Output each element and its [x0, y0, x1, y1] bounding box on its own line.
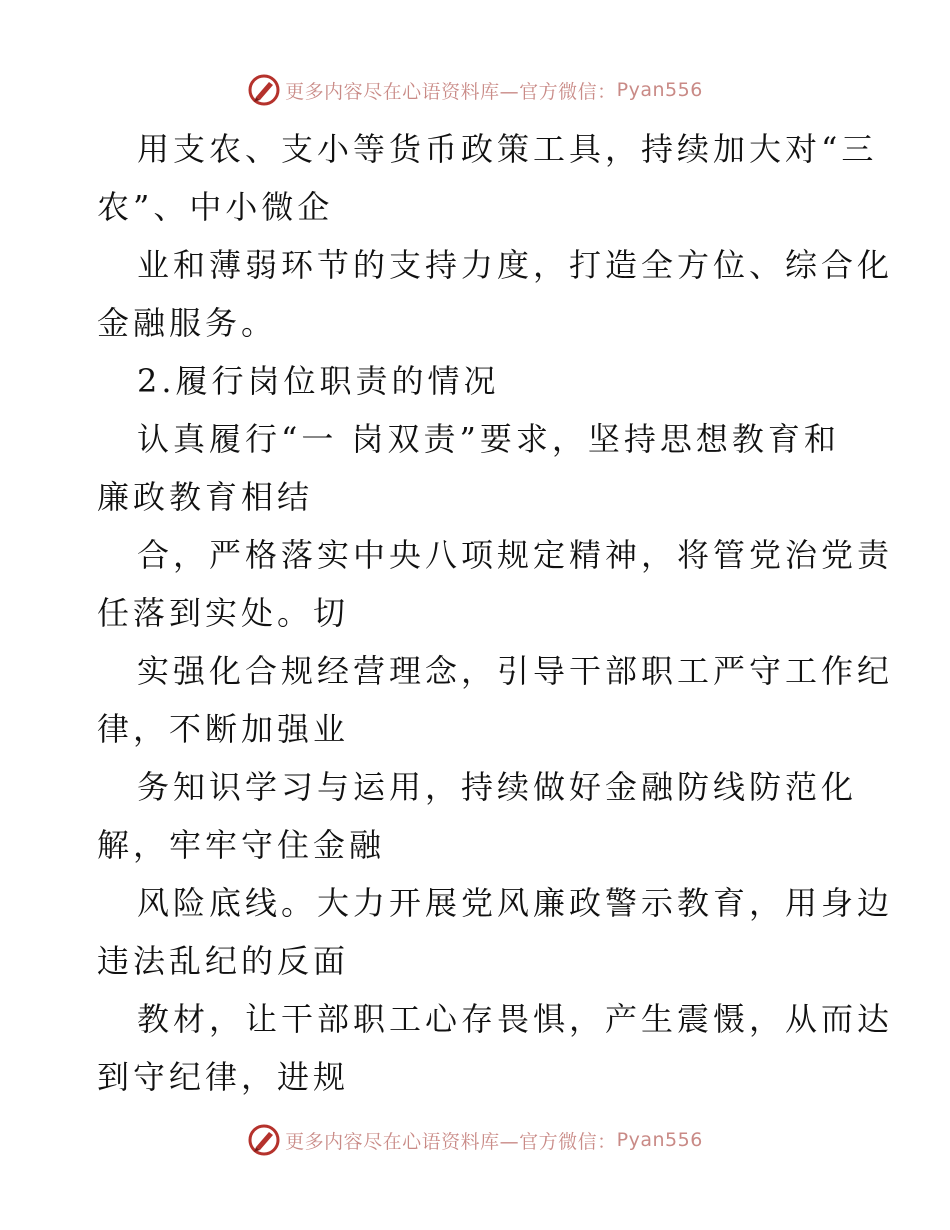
body-line: 合，严格落实中央八项规定精神，将管党治党责 — [137, 536, 894, 574]
body-line: 任落到实处。切 — [97, 594, 350, 632]
body-line: 廉政教育相结 — [97, 478, 314, 516]
section-heading: 2.履行岗位职责的情况 — [137, 362, 500, 400]
watermark-account-text: Pyan556 — [616, 79, 703, 101]
watermark-account-text: Pyan556 — [616, 1129, 703, 1151]
body-line: 违法乱纪的反面 — [97, 942, 350, 980]
body-line: 风险底线。大力开展党风廉政警示教育，用身边 — [137, 884, 894, 922]
body-line: 务知识学习与运用，持续做好金融防线防范化 — [137, 768, 858, 806]
body-line: 农”、中小微企 — [97, 188, 334, 226]
watermark-banner-bottom — [0, 1120, 950, 1160]
body-line: 业和薄弱环节的支持力度，打造全方位、综合化 — [137, 246, 894, 284]
body-line: 解，牢牢守住金融 — [97, 826, 386, 864]
body-line: 实强化合规经营理念，引导干部职工严守工作纪 — [137, 652, 894, 690]
body-line: 教材，让干部职工心存畏惧，产生震慑，从而达 — [137, 1000, 894, 1038]
body-line: 用支农、支小等货币政策工具，持续加大对“三 — [137, 130, 878, 168]
body-line: 认真履行“一 岗双责”要求，坚持思想教育和 — [137, 420, 840, 458]
watermark-site-text: 更多内容尽在心语资料库—官方微信： — [285, 80, 617, 103]
watermark-banner-top — [0, 70, 950, 110]
watermark-site-text: 更多内容尽在心语资料库—官方微信： — [285, 1130, 617, 1153]
body-line: 到守纪律，进规 — [97, 1058, 350, 1096]
body-line: 金融服务。 — [97, 304, 278, 342]
body-line: 律，不断加强业 — [97, 710, 350, 748]
red-circle-pen-logo-icon — [247, 73, 281, 107]
red-circle-pen-logo-icon — [247, 1123, 281, 1157]
